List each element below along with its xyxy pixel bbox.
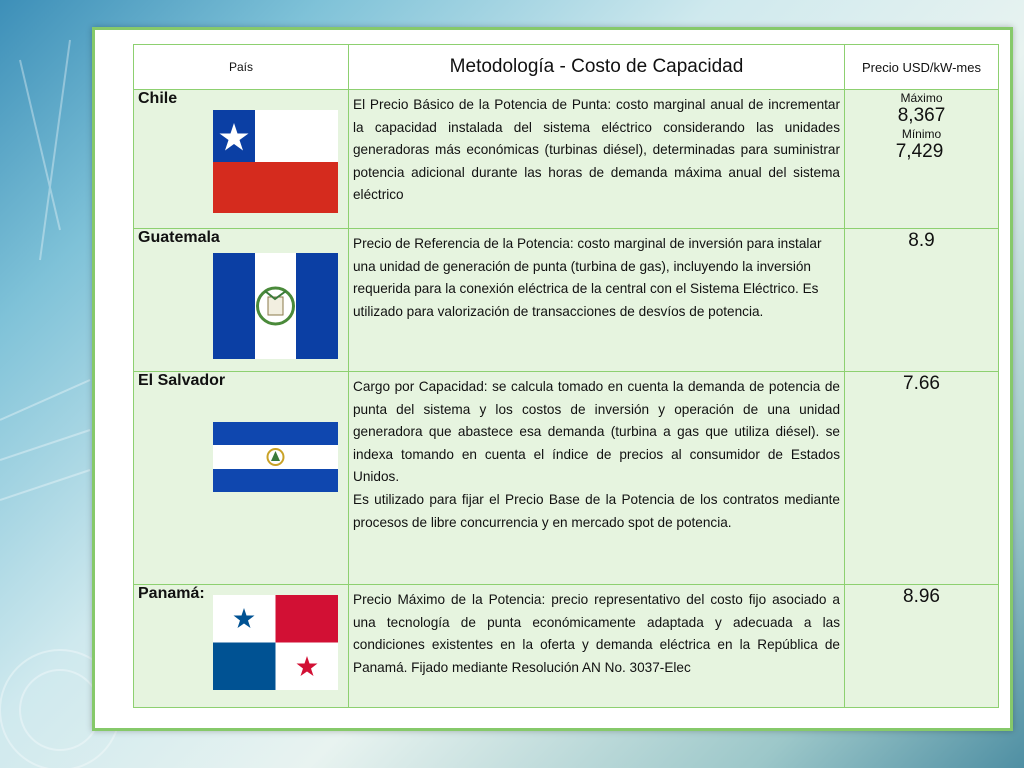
price-cell [845,90,999,229]
comparison-table [133,44,999,708]
price-cell [845,229,999,372]
header-precio: Precio USD/kW-mes [845,45,999,90]
table-row-panama [134,585,999,708]
max-label: Máximo [900,91,943,105]
table-row-chile [134,90,999,229]
country-cell [134,90,349,229]
table-row-el-salvador [134,372,999,585]
header-metodologia: Metodología - Costo de Capacidad [349,45,845,90]
price-cell [845,372,999,585]
country-name: Guatemala [138,229,220,246]
description-text: Cargo por Capacidad: se calcula tomado en cuenta la demanda de potencia de punta del sistema y los costos de inversión y operación de una unidad generadora que abastece esa demanda (turbina a gas que utiliza diésel). se indexa tomando en cuenta el índice de precios al consumidor de Estados Unidos. [353,379,840,485]
country-cell [134,585,349,708]
price-value: 8.9 [908,230,935,251]
country-cell [134,372,349,585]
country-cell [134,229,349,372]
country-name: Chile [138,90,178,107]
guatemala-flag-icon [213,253,338,359]
description-cell: El Precio Básico de la Potencia de Punta: costo marginal anual de incrementar la capacidad instalada del sistema eléctrico considerando las unidades generadoras más económicas (turbinas diésel), determinadas para suministrar potencia adicional durante las horas de demanda máxima anual del sistema eléctrico [349,90,845,229]
table-row-guatemala [134,229,999,372]
price-value: 7.66 [903,373,940,394]
price-value: 8.96 [903,586,940,607]
min-value: 7,429 [895,141,944,162]
description-cell: Precio de Referencia de la Potencia: costo marginal de inversión para instalar una unidad de generación de punta (turbina de gas), incluyendo la inversión requerida para la conexión eléctrica de la central con el Sistema Eléctrico. Es utilizado para valorización de transacciones de desvíos de potencia. [349,229,845,372]
min-label: Mínimo [901,127,942,141]
country-name: El Salvador [138,372,226,389]
el-salvador-flag-icon [213,422,338,492]
panama-flag-icon [213,595,338,690]
country-name: Panamá: [138,585,205,602]
chile-flag-icon [213,110,338,213]
description-cell [349,372,845,585]
table-header-row [134,45,999,90]
description-text-2: Es utilizado para fijar el Precio Base de la Potencia de los contratos mediante procesos de libre concurrencia y en mercado spot de potencia. [353,491,840,530]
header-pais: País [134,45,349,90]
description-cell: Precio Máximo de la Potencia: precio representativo del costo fijo asociado a una tecnología de punta económicamente adaptada y adecuada a las condiciones existentes en la oferta y demanda eléctrica en la República de Panamá. Fijado mediante Resolución AN No. 3037-Elec [349,585,845,708]
max-value: 8,367 [897,105,946,126]
price-cell [845,585,999,708]
